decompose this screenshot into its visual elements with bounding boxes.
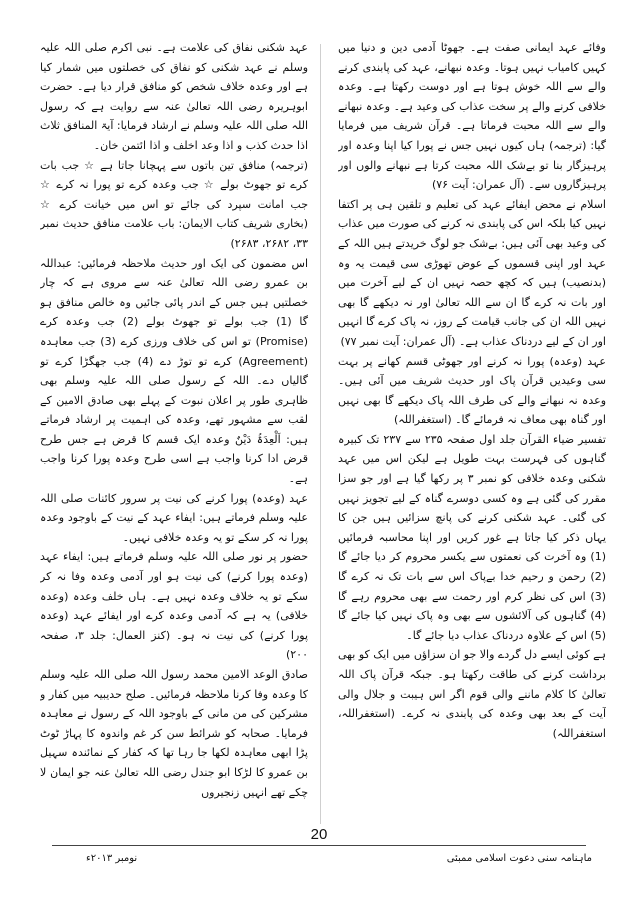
paragraph: وفائے عہد ایمانی صفت ہے۔ جھوٹا آدمی دین و دنیا میں کہیں کامیاب نہیں ہوتا۔ وعدہ نبھانے، عہد کی پابندی کرنے والے سے اللہ خوش ہوتا ہے اور دوست رکھتا ہے۔ وعدہ خلافی کرنے والے پر سخت عذاب کی وعید ہے۔ وعدہ نبھانے والے سے اللہ محبت فرماتا ہے۔ قرآن شریف میں فرمایا گیا: (ترجمہ) ہاں کیوں نہیں جس نے پورا کیا اپنا وعدہ اور پرہیزگار بنا تو بےشک اللہ محبت کرتا ہے نبھانے والوں اور پرہیزگاروں سے۔ (آل عمران: آیت ۷۶): [338, 41, 606, 192]
paragraph: (ترجمہ) منافق تین باتوں سے پہچانا جاتا ہے ☆ جب بات کرے تو جھوٹ بولے ☆ جب وعدہ کرے تو پورا نہ کرے ☆ جب امانت سپرد کی جائے تو اس میں خیانت کرے ☆ (بخاری شریف کتاب الایمان: باب علامت منافق حدیث نمبر ۳۳، ۲۶۸۲، ۲۶۸۳): [40, 158, 308, 250]
paragraph: تفسیر ضیاء القرآن جلد اول صفحہ ۲۳۵ سے ۲۳۷ تک کبیرہ گناہوں کی فہرست بہت طویل ہے لیکن اس میں عہد شکنی وعدہ خلافی کو نمبر ۳ پر رکھا گیا ہے اور جو سزا مقرر کی گئی ہے وہ کسی دوسرے گناہ کے لیے تجویز نہیں کی گئی۔ عہد شکنی کرنے کی پانچ سزائیں ہیں جن کا یہاں ذکر کیا جاتا ہے غور کریں اور اپنا محاسبہ فرمائیں (1) وہ آخرت کی نعمتوں سے یکسر محروم کر دیا جائے گا (2) رحمن و رحیم خدا بےپاک اس سے بات تک نہ کرے گا (3) اس کی نظر کرم اور رحمت سے بھی محروم رہے گا (4) گناہوں کی آلائشوں سے بھی وہ پاک نہیں کیا جائے گا (5) اس کے علاوہ دردناک عذاب دیا جائے گا۔: [338, 432, 606, 642]
paragraph: ہے کوئی ایسے دل گردے والا جو ان سزاؤں میں ایک کو بھی برداشت کرنے کی طاقت رکھتا ہو۔ جبکہ قرآن پاک اللہ تعالیٰ کا کلام ماننے والی قوم اگر اس ہیبت و جلال والی آیت کے بعد بھی وعدہ کی پابندی نہ کرے۔ (استغفراللہ، استغفراللہ): [338, 648, 606, 740]
paragraph: حضور پر نور صلی اللہ علیہ وسلم فرماتے ہیں: ایفاء عہد (وعدہ پورا کرنے) کی نیت ہو اور آدمی وعدہ وفا نہ کر سکے تو یہ خلاف وعدہ نہیں ہے۔ ہاں خلف وعدہ (وعدہ خلافی) یہ ہے کہ آدمی وعدہ کرے اور ایفائے عہد (وعدہ پورا کرنے) کی نیت نہ ہو۔ (کنز العمال: جلد ۳، صفحہ ۲۰۰): [40, 550, 308, 662]
page-number: 20: [310, 826, 328, 843]
paragraph: اس مضمون کی ایک اور حدیث ملاحظہ فرمائیں: عبداللہ بن عمرو رضی اللہ تعالیٰ عنہ سے مروی ہے کہ چار خصلتیں ہیں جس کے اندر پائی جائیں وہ خالص منافق ہو گا (1) جب بولے تو جھوٹ بولے (2) جب وعدہ کرے (Promise) تو اس کی خلاف ورزی کرے (3) جب معاہدہ (Agreement) کرے تو توڑ دے (4) جب جھگڑا کرے تو گالیاں دے۔ اللہ کے رسول صلی اللہ علیہ وسلم بھی ظاہری طور پر اعلان نبوت کے پہلے بھی صادق الامین کے لقب سے مشہور تھے، وعدہ کی اہمیت پر ارشاد فرماتے ہیں: اَلْعِدَۃُ دَیْنٌ وعدہ ایک قسم کا قرض ہے جس طرح قرض ادا کرنا واجب ہے اسی طرح وعدہ پورا کرنا واجب ہے۔: [40, 256, 308, 486]
issue-date: نومبر ۲۰۱۳ء: [86, 853, 138, 864]
column-divider: [320, 44, 321, 824]
footer-rule: [52, 845, 586, 846]
paragraph: عہد شکنی نفاق کی علامت ہے۔ نبی اکرم صلی اللہ علیہ وسلم نے عہد شکنی کو نفاق کی خصلتوں میں شمار کیا ہے اور وعدہ خلاف شخص کو منافق قرار دیا ہے۔ حضرت ابوہریرہ رضی اللہ تعالیٰ عنہ سے روایت ہے کہ رسول اللہ صلی اللہ علیہ وسلم نے ارشاد فرمایا: آیۃ المنافق ثلاث اذا حدث کذب و اذا وعد اخلف و اذا ائتمن خان۔: [40, 41, 308, 152]
paragraph: صادق الوعد الامین محمد رسول اللہ صلی اللہ علیہ وسلم کا وعدہ وفا کرنا ملاحظہ فرمائیں۔ صلح حدیبیہ میں کفار و مشرکین کی من مانی کے باوجود اللہ کے رسول نے معاہدہ فرمایا۔ صحابہ کو شرائط سن کر غم واندوہ کا پہاڑ ٹوٹ پڑا ابھی معاہدہ لکھا جا رہا تھا کہ کفار کے نمائندہ سہیل بن عمرو کا لڑکا ابو جندل رضی اللہ تعالیٰ عنہ جو ایمان لا چکے تھے انہیں زنجیروں: [40, 668, 308, 799]
paragraph: عہد (وعدہ) پورا نہ کرنے اور جھوٹی قسم کھانے پر بہت سی وعیدیں قرآن پاک اور حدیث شریف میں آئی ہیں۔ وعدہ نہ نبھانے والے کی طرف اللہ پاک دیکھے گا بھی نہیں اور گناہ بھی معاف نہ فرمائے گا۔ (استغفراللہ): [338, 354, 606, 427]
paragraph: عہد (وعدہ) پورا کرنے کی نیت پر سرور کائنات صلی اللہ علیہ وسلم فرماتے ہیں: ایفاء عہد کے نیت کے باوجود وعدہ پورا نہ کر سکے تو یہ وعدہ خلافی نہیں۔: [40, 491, 308, 544]
paragraph: اسلام نے محض ایفائے عہد کی تعلیم و تلقین ہی پر اکتفا نہیں کیا بلکہ اس کی پابندی نہ کرنے کی صورت میں عذاب کی وعید بھی آئی ہیں: بےشک جو لوگ خریدتے ہیں اللہ کے عہد اور اپنی قسموں کے عوض تھوڑی سی قیمت یہ وہ (بدنصیب) ہیں کہ کچھ حصہ نہیں ان کے لیے آخرت میں اور بات نہ کرے گا ان سے اللہ تعالیٰ اور نہ دیکھے گا بھی نہیں اللہ ان کی جانب قیامت کے روز، نہ پاک کرے گا انہیں اور ان کے لیے دردناک عذاب ہے۔ (آل عمران: آیت نمبر ۷۷): [338, 197, 606, 348]
magazine-title: ماہنامہ سنی دعوت اسلامی ممبئی: [446, 853, 592, 864]
left-column: [40, 38, 308, 838]
right-column: [338, 38, 606, 838]
